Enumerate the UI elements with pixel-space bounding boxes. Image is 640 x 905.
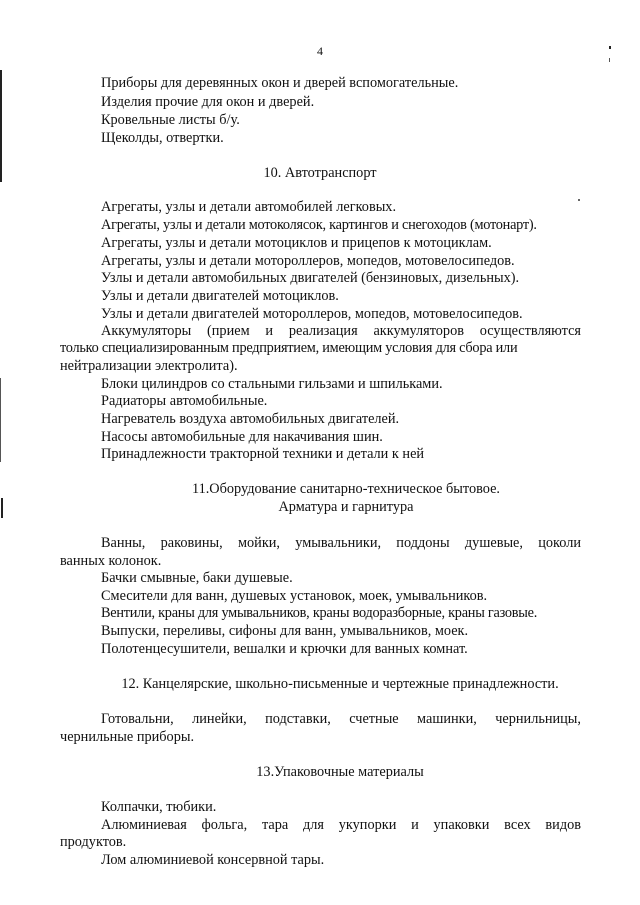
scan-dot-mark (609, 46, 611, 49)
scan-edge-mark (0, 378, 1, 462)
text-line: Колпачки, тюбики. (101, 799, 217, 815)
text-line: Вентили, краны для умывальников, краны водоразборные, краны газовые. (101, 605, 538, 621)
section-subheading: Арматура и гарнитура (278, 499, 414, 515)
section-heading: 10. Автотранспорт (263, 165, 377, 181)
scan-edge-mark (0, 70, 2, 182)
text-line: Кровельные листы б/у. (101, 112, 240, 128)
text-line: Готовальни, линейки, подставки, счетные машинки, чернильницы, (101, 711, 581, 727)
text-line: Агрегаты, узлы и детали мотороллеров, мопедов, мотовелосипедов. (101, 253, 515, 269)
text-line: Изделия прочие для окон и дверей. (101, 94, 315, 110)
text-line: Лом алюминиевой консервной тары. (101, 852, 325, 868)
text-line: чернильные приборы. (60, 729, 195, 745)
text-line: Щеколды, отвертки. (101, 130, 224, 146)
text-line: ванных колонок. (60, 553, 162, 569)
text-line: Агрегаты, узлы и детали мотоциклов и прицепов к мотоциклам. (101, 235, 492, 251)
text-line: Выпуски, переливы, сифоны для ванн, умывальников, моек. (101, 623, 469, 639)
text-line: Алюминиевая фольга, тара для укупорки и упаковки всех видов (101, 817, 581, 833)
text-line: Блоки цилиндров со стальными гильзами и шпильками. (101, 376, 443, 392)
section-heading: 13.Упаковочные материалы (256, 764, 424, 780)
text-line: Аккумуляторы (прием и реализация аккумуляторов осуществляются (101, 323, 581, 339)
text-line: Бачки смывные, баки душевые. (101, 570, 293, 586)
text-line: Узлы и детали двигателей мотоциклов. (101, 288, 339, 304)
text-line: Радиаторы автомобильные. (101, 393, 268, 409)
text-line: нейтрализации электролита). (60, 358, 238, 374)
text-line: только специализированным предприятием, имеющим условия для сбора или (60, 340, 518, 356)
text-line: Нагреватель воздуха автомобильных двигателей. (101, 411, 400, 427)
text-line: Агрегаты, узлы и детали автомобилей легковых. (101, 199, 397, 215)
text-line: Принадлежности тракторной техники и детали к ней (101, 446, 425, 462)
section-heading: 12. Канцелярские, школьно-письменные и чертежные принадлежности. (121, 676, 559, 692)
text-line: Приборы для деревянных окон и дверей вспомогательные. (101, 75, 459, 91)
text-line: Насосы автомобильные для накачивания шин. (101, 429, 383, 445)
page-number: 4 (317, 44, 323, 58)
text-line: продуктов. (60, 834, 127, 850)
section-heading: 11.Оборудование санитарно-техническое бытовое. (191, 481, 501, 497)
scan-dot-mark (578, 199, 580, 201)
text-line: Узлы и детали двигателей мотороллеров, мопедов, мотовелосипедов. (101, 306, 523, 322)
scan-dot-mark (609, 58, 610, 62)
text-line: Полотенцесушители, вешалки и крючки для ванных комнат. (101, 641, 468, 657)
text-line: Ванны, раковины, мойки, умывальники, поддоны душевые, цоколи (101, 535, 581, 551)
scan-edge-mark (1, 498, 3, 518)
text-line: Узлы и детали автомобильных двигателей (бензиновых, дизельных). (101, 270, 520, 286)
text-line: Агрегаты, узлы и детали мотоколясок, картингов и снегоходов (мотонарт). (101, 217, 537, 233)
text-line: Смесители для ванн, душевых установок, моек, умывальников. (101, 588, 488, 604)
